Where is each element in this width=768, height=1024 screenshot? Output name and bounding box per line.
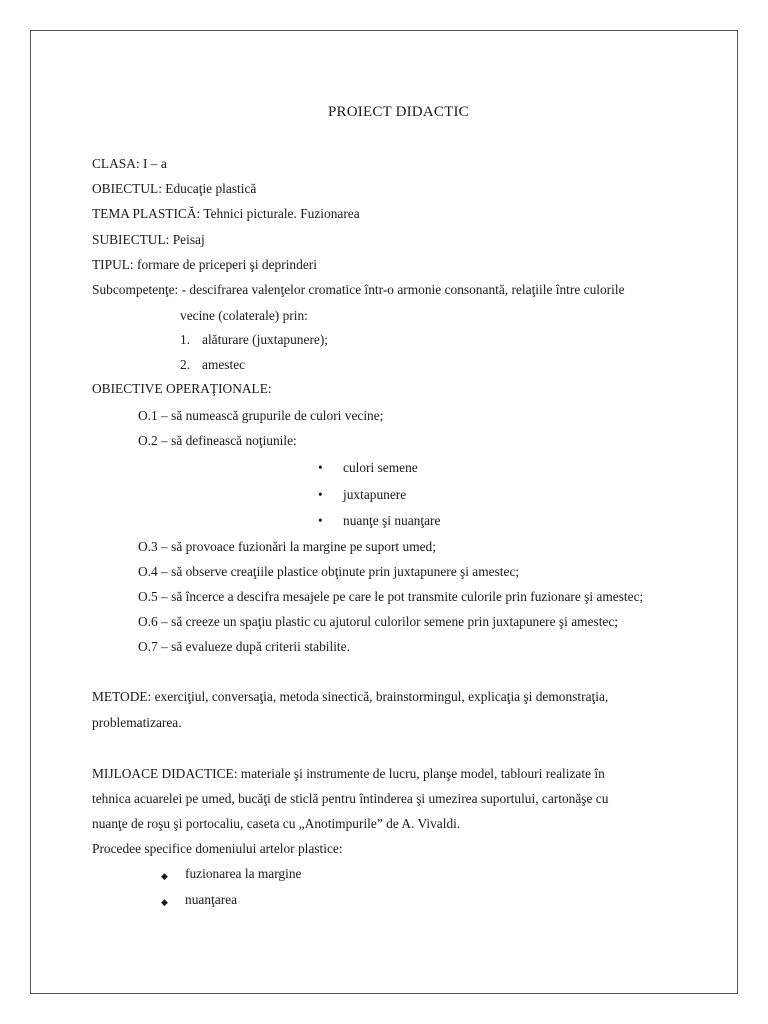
objective-o7: O.7 – să evalueze după criterii stabilite. [138, 639, 350, 654]
procedee-item: fuzionarea la margine [185, 866, 302, 881]
o2-bullet-item: nuanţe şi nuanţare [343, 513, 441, 528]
mijloace-line-3: nuanţe de roşu şi portocaliu, caseta cu „Anotimpurile” de A. Vivaldi. [92, 816, 461, 831]
clasa-line: CLASA: I – a [92, 156, 167, 171]
tipul-line: TIPUL: formare de priceperi şi deprinderi [92, 257, 317, 272]
objective-o5: O.5 – să încerce a descifra mesajele pe care le pot transmite culorile prin fuzionare şi amestec; [138, 589, 644, 604]
o2-bullet-item: juxtapunere [343, 487, 407, 502]
bullet-dot-icon: • [318, 513, 323, 528]
objective-o1: O.1 – să numească grupurile de culori vecine; [138, 408, 384, 423]
o2-bullet-item: culori semene [343, 460, 418, 475]
mijloace-line-2: tehnica acuarelei pe umed, bucăţi de sticlă pentru întinderea şi umezirea suportului, cartonăşe cu [92, 791, 609, 806]
subcompetente-item-number: 2. [180, 357, 191, 372]
objective-o2: O.2 – să definească noţiunile: [138, 433, 297, 448]
objective-o6: O.6 – să creeze un spaţiu plastic cu ajutorul culorilor semene prin juxtapunere şi amestec; [138, 614, 619, 629]
bullet-dot-icon: • [318, 487, 323, 502]
subcompetente-line-2: vecine (colaterale) prin: [180, 308, 308, 323]
bullet-dot-icon: • [318, 460, 323, 475]
objective-o4: O.4 – să observe creaţiile plastice obţinute prin juxtapunere şi amestec; [138, 564, 520, 579]
metode-line-1: METODE: exerciţiul, conversaţia, metoda sinectică, brainstormingul, explicaţia şi demonstraţia, [92, 689, 609, 704]
obiectul-line: OBIECTUL: Educaţie plastică [92, 181, 257, 196]
subcompetente-item-number: 1. [180, 332, 191, 347]
objective-o3: O.3 – să provoace fuzionări la margine pe suport umed; [138, 539, 436, 554]
diamond-bullet-icon: ◆ [161, 871, 168, 881]
subcompetente-item: alăturare (juxtapunere); [202, 332, 329, 347]
diamond-bullet-icon: ◆ [161, 897, 168, 907]
procedee-item: nuanţarea [185, 892, 238, 907]
obiective-heading: OBIECTIVE OPERAŢIONALE: [92, 381, 272, 396]
procedee-heading: Procedee specifice domeniului artelor plastice: [92, 841, 343, 856]
tema-line: TEMA PLASTICĂ: Tehnici picturale. Fuzionarea [92, 206, 360, 221]
subcompetente-item: amestec [202, 357, 246, 372]
subiectul-line: SUBIECTUL: Peisaj [92, 232, 205, 247]
document-title: PROIECT DIDACTIC [328, 104, 469, 120]
subcompetente-line-1: Subcompetenţe: - descifrarea valenţelor cromatice într-o armonie consonantă, relaţiile între culorile [92, 282, 625, 297]
mijloace-line-1: MIJLOACE DIDACTICE: materiale şi instrumente de lucru, planşe model, tablouri realizate în [92, 766, 605, 781]
metode-line-2: problematizarea. [92, 715, 182, 730]
